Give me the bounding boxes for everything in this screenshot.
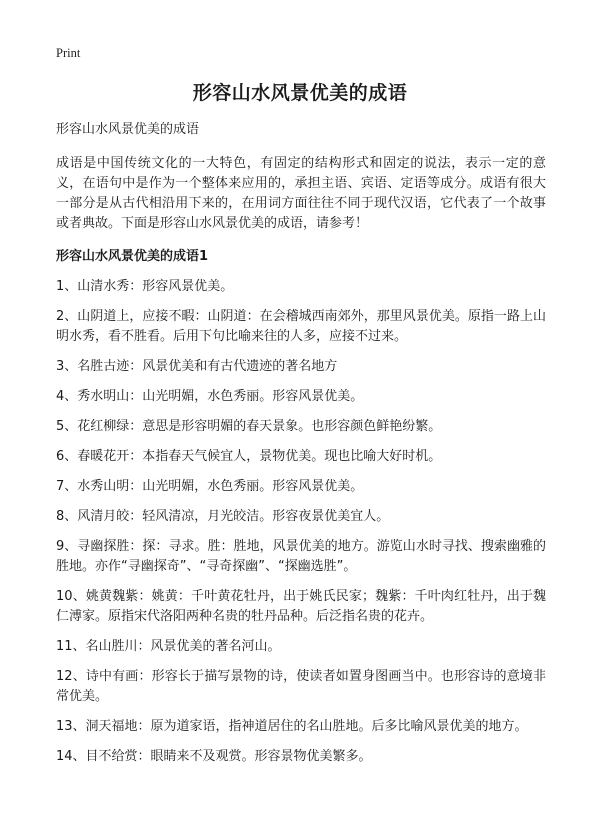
list-item: 13、洞天福地：原为道家语，指神道居住的名山胜地。后多比喻风景优美的地方。 <box>56 719 528 734</box>
list-item: 5、花红柳绿：意思是形容明媚的春天景象。也形容颜色鲜艳纷繁。 <box>56 419 442 434</box>
list-item: 11、名山胜川：风景优美的著名河山。 <box>56 639 281 654</box>
list-item: 12、诗中有画：形容长于描写景物的诗，使读者如置身图画当中。也形容诗的意境非常优美。 <box>56 669 546 704</box>
document-body <box>56 120 546 777</box>
intro-paragraph: 成语是中国传统文化的一大特色，有固定的结构形式和固定的说法，表示一定的意义，在语句中是作为一个整体来应用的，承担主语、宾语、定语等成分。成语有很大一部分是从古代相沿用下来的，在用词方面往往不同于现代汉语，它代表了一个故事或者典故。下面是形容山水风景优美的成语，请参考！ <box>56 156 546 231</box>
subtitle: 形容山水风景优美的成语 <box>56 122 200 137</box>
idiom-list <box>56 277 546 767</box>
list-item: 7、水秀山明：山光明媚，水色秀丽。形容风景优美。 <box>56 479 364 494</box>
list-item: 1、山清水秀：形容风景优美。 <box>56 279 234 294</box>
list-item: 2、山阴道上，应接不暇：山阴道：在会稽城西南郊外，那里风景优美。原指一路上山明水秀，看不胜看。后用下句比喻来往的人多，应接不过来。 <box>56 309 546 344</box>
list-item: 6、春暖花开：本指春天气候宜人，景物优美。现也比喻大好时机。 <box>56 449 442 464</box>
section-heading: 形容山水风景优美的成语1 <box>56 249 209 264</box>
list-item: 8、风清月皎：轻风清凉，月光皎洁。形容夜景优美宜人。 <box>56 509 390 524</box>
list-item: 9、寻幽探胜：探：寻求。胜：胜地，风景优美的地方。游览山水时寻找、搜索幽雅的胜地。亦作“寻幽探奇”、“寻奇探幽”、“探幽选胜”。 <box>56 539 546 574</box>
print-label: Print <box>56 46 81 60</box>
list-item: 4、秀水明山：山光明媚，水色秀丽。形容风景优美。 <box>56 389 364 404</box>
list-item: 3、名胜古迹：风景优美和有古代遗迹的著名地方 <box>56 359 338 374</box>
list-item: 10、姚黄魏紫：姚黄：千叶黄花牡丹，出于姚氏民家；魏紫：千叶肉红牡丹，出于魏仁溥家。原指宋代洛阳两种名贵的牡丹品种。后泛指名贵的花卉。 <box>56 589 546 624</box>
list-item: 14、目不给赏：眼睛来不及观赏。形容景物优美繁多。 <box>56 749 372 764</box>
page-title: 形容山水风景优美的成语 <box>192 82 408 104</box>
